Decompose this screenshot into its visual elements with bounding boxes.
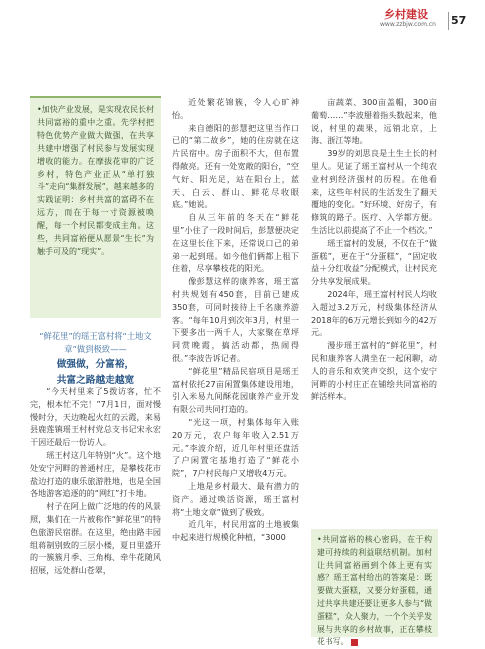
paragraph: 亩蔬菜、300亩盖帽，300亩葡萄……”李波掰着指头数起来，他说，村里的蔬果，远销北京，上海、浙江等地。 — [311, 97, 437, 146]
page-number: 57 — [451, 14, 467, 27]
magazine-logo: 乡村建设 — [384, 8, 428, 21]
paragraph: “鲜花里”精品民宿项目是瑶王富村依托27亩闲置集体建设用地，引入米易九间酥花园康养产业开发有限公司共同打造的。 — [172, 365, 299, 415]
section-heading — [30, 330, 161, 388]
paragraph: 近处繁花锦簇，令人心旷神怡。 — [172, 97, 299, 120]
column-2-body — [172, 96, 299, 544]
highlight-box-top-text: •加快产业发展，是实现农民长村共同富裕的重中之重。先学村把特色优势产业做大做强，在共享共建中增强了村民参与发展实现增收的能力。在摩拔花审的广泛乡村，特色产业正从“单打独斗”走向“集群发展”，越来越多的实践证明：乡村共富的富碍不在远方，而在于每一寸资源被唤醒，每一个村民都变成主角。这些，共同富裕便从愿景“生长”为触手可及的“现实”。 — [37, 105, 154, 256]
column-3-body — [311, 96, 437, 403]
page-header — [0, 0, 485, 38]
column-1-body — [30, 385, 161, 577]
paragraph: 像彭慧这样的康养客，瑶王富村共规划有450套，目前已建成350套，可同时接待上千名康养游客。“每年10月到次年3月，村里一下要多出一两千人，大家聚在草坪同赏晚霞，搞活动都，热闹得很。”李波告诉记者。 — [172, 276, 299, 363]
highlight-box-top — [30, 96, 161, 318]
section-title-line2: 共富之路越走越宽 — [56, 374, 135, 386]
magazine-url: www.zzbjw.com.cn — [380, 21, 436, 28]
header-divider — [448, 12, 449, 30]
paragraph: 村子在阿上做广泛地的传的风景照，集们在一片被称作“鲜花里”的特色旅游民宿群。在这里，绝由路丰园组蒋制别致的三层小楼，夏日里盛开的一簇簇月季、三角梅、牵牛花随风招展，远处群山苍翠， — [30, 501, 161, 576]
paragraph: 近几年，村民用富的土地被集中起来进行规模化种植，“3000 — [172, 519, 299, 543]
paragraph: 上地是乡村最大、最有潜力的资产。通过唤活资源，瑶王富村将“土地文章”做到了极致。 — [172, 480, 299, 517]
paragraph: 漫步瑶王富村的“鲜花里”，村民和康养客人满坐在一起闲聊，动人的音乐和欢笑声交织，这个安宁河畔的小村庄正在铺绘共同富裕的鲜活样本。 — [311, 340, 437, 402]
highlight-box-bottom-text: •共同富裕的核心密码，在于构建可持续的利益联结机制。加村让共同富裕画到个体上更有实感？瑶王富村给出的答案是：既要做大蛋糕，又要分好蛋糕，通过共享共建还要让更多人参与“做蛋糕”，众人聚力，一个个关乎发展与共享的乡村故事，正在攀枝花书写。 — [317, 535, 432, 647]
section-lead: “鲜花里”的瑶王富村将“土地文章”做到极致—— — [39, 331, 152, 354]
paragraph: 2024年，瑶王富村村民人均收入超过3.2万元，村级集体经济从2018年的6万元增长到如今的42万元。 — [311, 288, 437, 338]
paragraph: “今天村里来了5拨访客，忙不完，根本忙不完！”7月1日，面对慢慢时分，天边晚起火红的云霞，来易县鹿莲镇瑶王村村党总支书记宋永宏干因还最后一份访人。 — [30, 386, 161, 448]
paragraph: “光这一项，村集体每年入账20万元，农户每年收入2.51万元。”李波介绍，近几年村里还盘活了户闲置宅基地打造了“鲜花小院”，7户村民每户又增收4万元。 — [172, 416, 299, 479]
paragraph: 瑶王村这几年特别“火”。这个地处安宁河畔的普通村庄，是攀枝花市盐边打造的康乐旅游胜地，也是全国各地游客追逐的的“网红”打卡地。 — [30, 449, 161, 499]
paragraph: 瑶王富村的发展，不仅在于“做蛋糕”，更在于“分蛋糕”，“固定收益＋分红收益”分配模式，让村民充分共享发展成果。 — [311, 237, 437, 287]
paragraph: 来自德阳的彭慧把这里当作口已的“第二故乡”，她的住房就在这片民宿中。房子面积不大，但布置得敞亮。还有一处宽敞的阳台，“空气好、阳光足，站在阳台上，蓝天、白云、群山、鲜花尽收眼底。”她说。 — [172, 122, 299, 210]
section-title-line1: 做强做，分富裕， — [56, 358, 135, 370]
paragraph: 39岁的刘思良是土生土长的村里人。见证了瑶王富村从一个纯农业村到经济强村的历程。在他看来，这些年村民的生活发生了翻天覆地的变化。“好环境、好房子，有修筑的路子。医疗、入学都方便。生活比以前提高了不止一个档次。” — [311, 148, 437, 235]
paragraph: 自从三年前的冬天在“鲜花里”小住了一段时间后，彭慧便决定在这里长住下来，还常说口己的弟弟一起到瑶。如今他们俩都上租下住着，尽享攀枝花的阳光。 — [172, 212, 299, 274]
highlight-box-bottom — [311, 529, 438, 647]
